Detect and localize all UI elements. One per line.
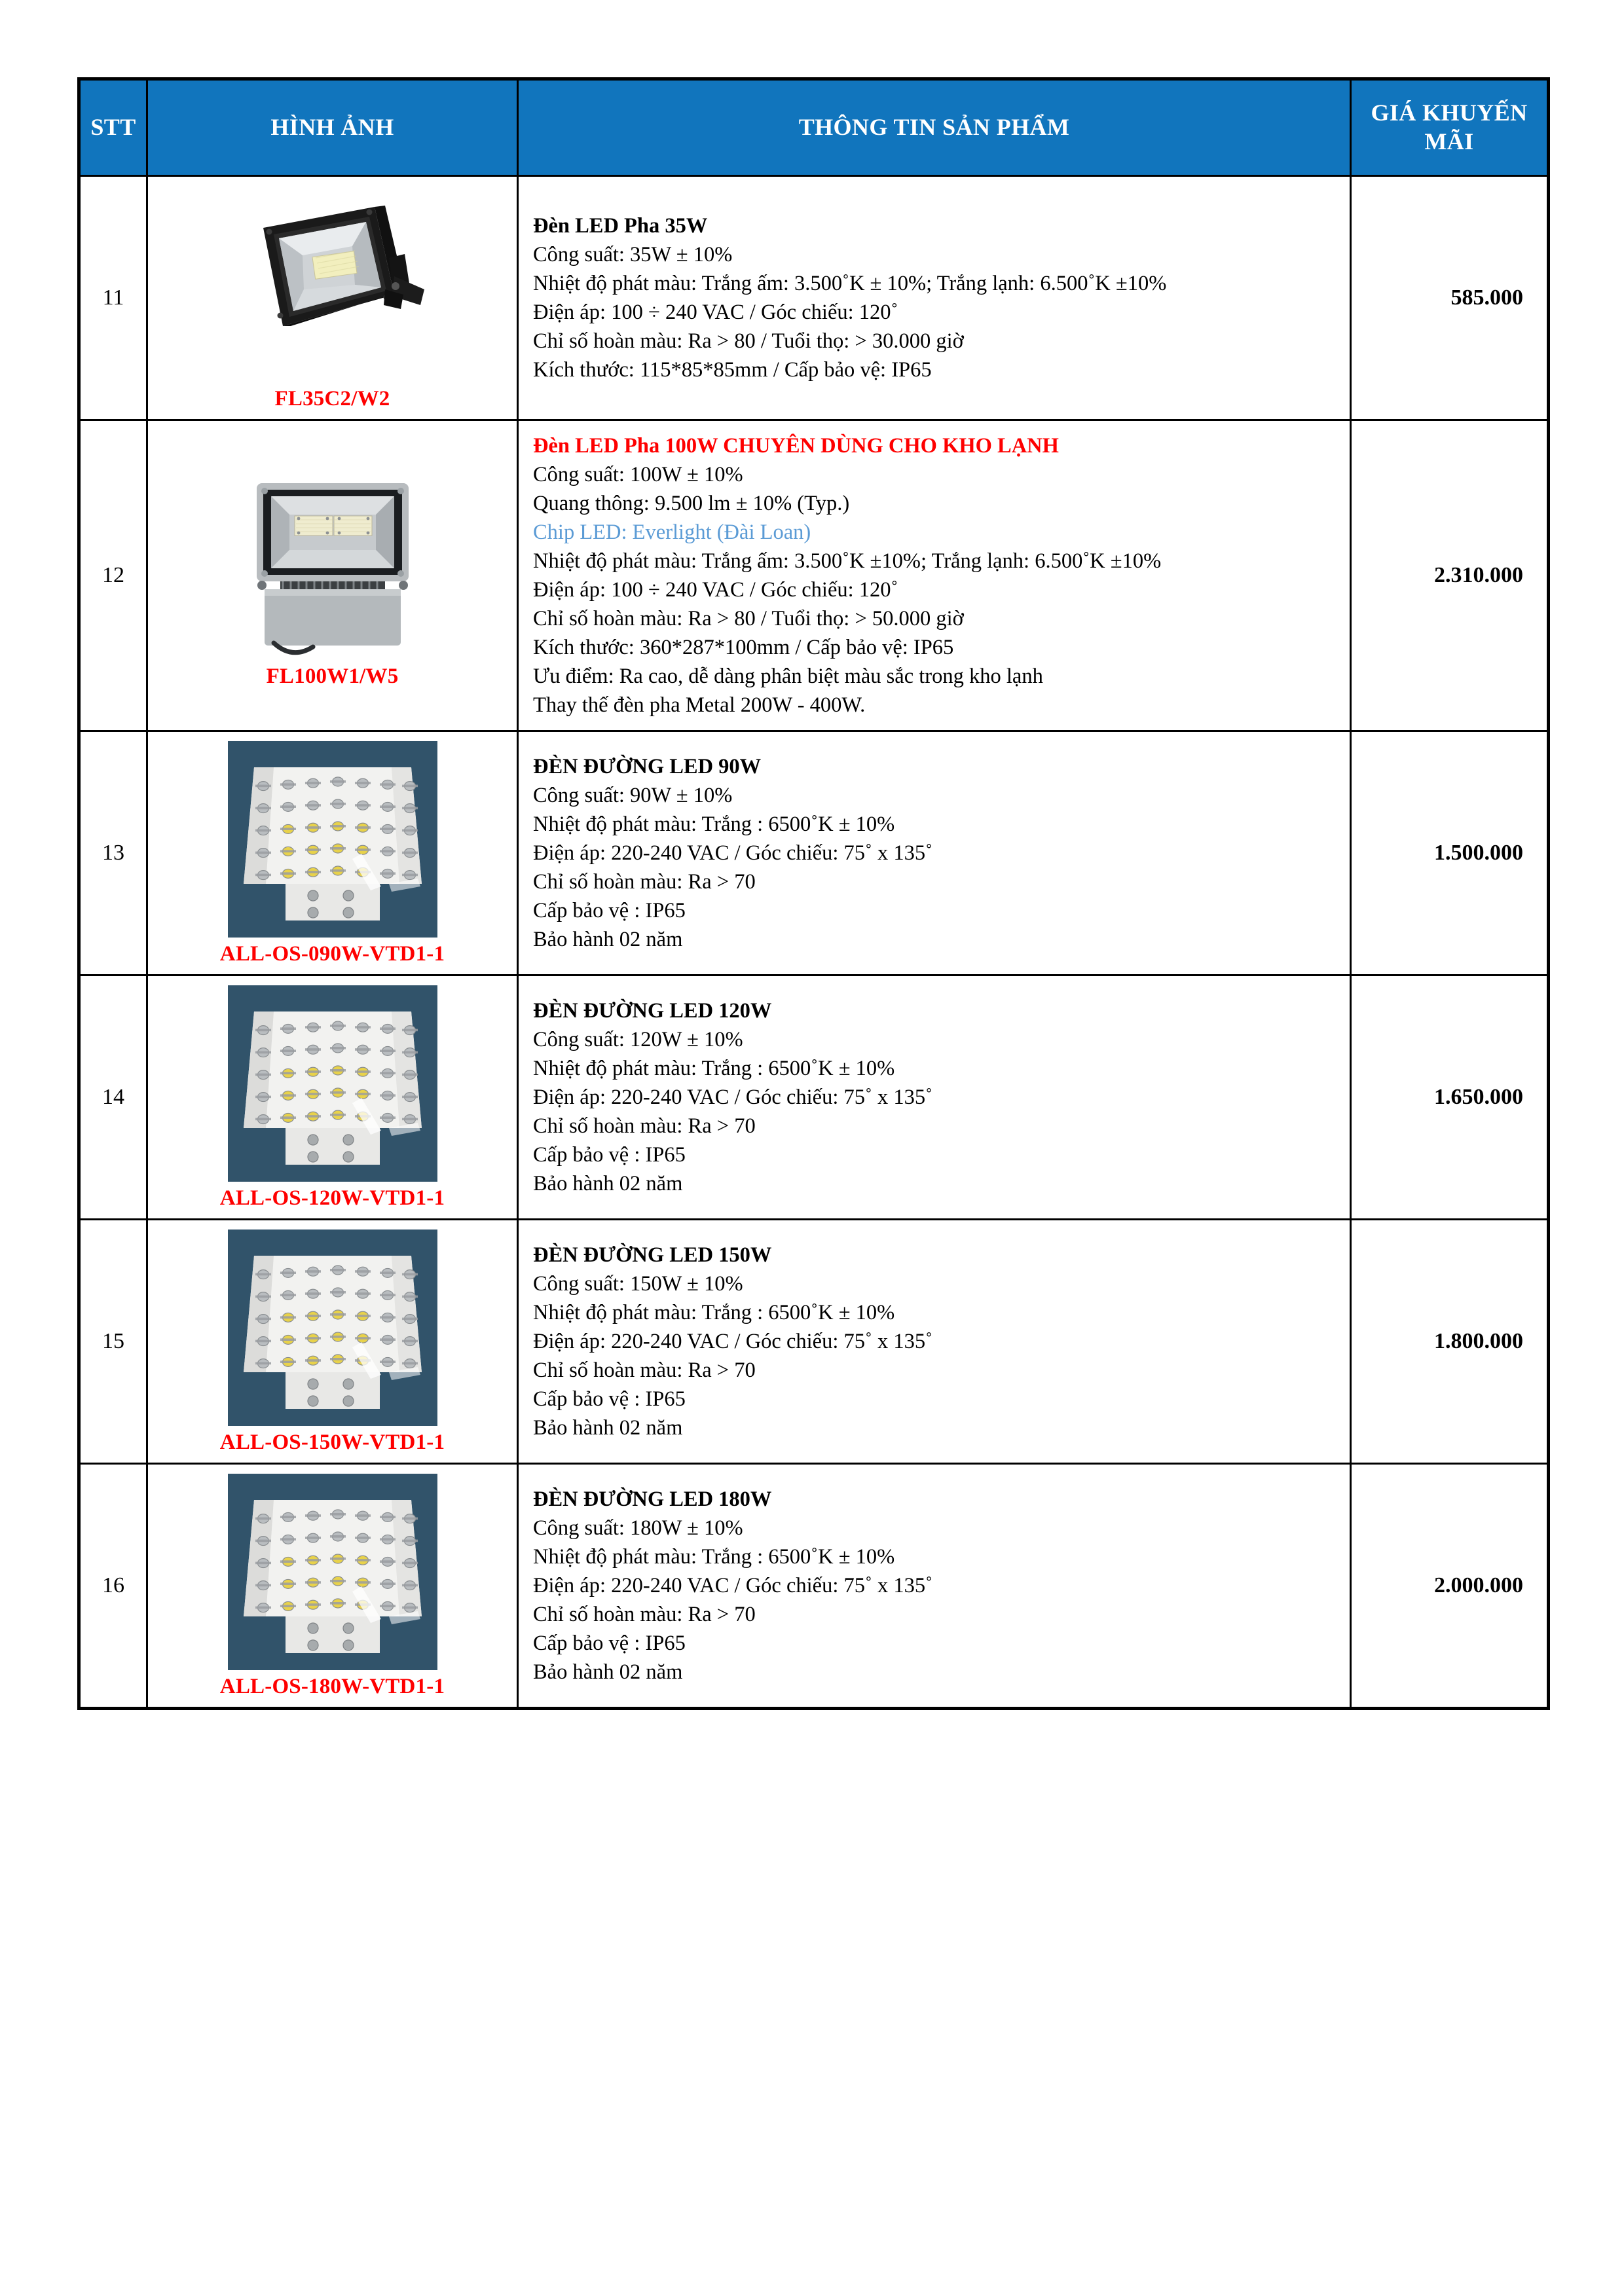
table-row (79, 731, 1549, 975)
product-spec-line: Điện áp: 220-240 VAC / Góc chiếu: 75˚ x 135˚ (533, 1330, 932, 1354)
product-spec-line: Chip LED: Everlight (Đài Loan) (533, 520, 811, 545)
product-code: ALL-OS-090W-VTD1-1 (219, 942, 445, 966)
cell-image (147, 1464, 518, 1709)
table-row (79, 1464, 1549, 1709)
cell-stt: 15 (79, 1220, 147, 1464)
product-spec-line: Quang thông: 9.500 lm ± 10% (Typ.) (533, 492, 850, 516)
product-spec-line: Chỉ số hoàn màu: Ra > 70 (533, 1114, 756, 1139)
product-image (155, 741, 510, 938)
product-spec-line: Bảo hành 02 năm (533, 1172, 683, 1196)
product-price-table (77, 77, 1550, 1710)
product-spec-line: Bảo hành 02 năm (533, 1660, 683, 1685)
product-spec-line: Cấp bảo vệ : IP65 (533, 1387, 686, 1412)
product-spec-line: Kích thước: 360*287*100mm / Cấp bảo vệ: IP65 (533, 636, 954, 660)
cell-image (147, 731, 518, 975)
product-spec-line: Ưu điểm: Ra cao, dễ dàng phân biệt màu sắc trong kho lạnh (533, 665, 1043, 689)
product-title: ĐÈN ĐƯỜNG LED 90W (533, 755, 762, 779)
product-code: FL100W1/W5 (266, 665, 399, 689)
product-spec-line: Công suất: 90W ± 10% (533, 784, 733, 808)
table-body (79, 176, 1549, 1709)
product-photo-street-light (228, 1230, 437, 1426)
cell-price: 1.800.000 (1351, 1220, 1549, 1464)
cell-stt: 14 (79, 975, 147, 1220)
cell-image (147, 420, 518, 731)
cell-info (518, 975, 1351, 1220)
product-spec-line: Điện áp: 220-240 VAC / Góc chiếu: 75˚ x 135˚ (533, 1085, 932, 1110)
cell-image (147, 1220, 518, 1464)
table-header (79, 79, 1549, 176)
cell-stt: 13 (79, 731, 147, 975)
product-spec-line: Chỉ số hoàn màu: Ra > 80 / Tuổi thọ: > 30.000 giờ (533, 329, 964, 354)
product-spec-block (533, 1485, 1340, 1686)
cell-info (518, 176, 1351, 420)
cell-stt: 12 (79, 420, 147, 731)
product-spec-line: Điện áp: 220-240 VAC / Góc chiếu: 75˚ x 135˚ (533, 1574, 932, 1598)
product-title: ĐÈN ĐƯỜNG LED 180W (533, 1487, 772, 1512)
product-spec-line: Công suất: 35W ± 10% (533, 242, 733, 266)
product-photo-black-floodlight (234, 186, 431, 382)
table-row (79, 176, 1549, 420)
column-header-price: GIÁ KHUYẾN MÃI (1351, 79, 1549, 176)
product-photo-street-light (228, 1474, 437, 1670)
product-code: ALL-OS-180W-VTD1-1 (219, 1675, 445, 1699)
product-spec-line: Cấp bảo vệ : IP65 (533, 1143, 686, 1167)
product-title: ĐÈN ĐƯỜNG LED 120W (533, 999, 772, 1023)
cell-price: 2.000.000 (1351, 1464, 1549, 1709)
product-spec-line: Nhiệt độ phát màu: Trắng : 6500˚K ± 10% (533, 1057, 895, 1081)
cell-price: 1.650.000 (1351, 975, 1549, 1220)
product-code: FL35C2/W2 (274, 387, 390, 410)
cell-info (518, 1220, 1351, 1464)
cell-info (518, 1464, 1351, 1709)
cell-price: 1.500.000 (1351, 731, 1549, 975)
product-image (155, 1474, 510, 1670)
product-spec-block (533, 996, 1340, 1198)
product-spec-line: Công suất: 150W ± 10% (533, 1272, 743, 1296)
product-spec-line: Công suất: 120W ± 10% (533, 1028, 743, 1052)
table-row (79, 420, 1549, 731)
table-row (79, 1220, 1549, 1464)
product-spec-line: Nhiệt độ phát màu: Trắng : 6500˚K ± 10% (533, 1301, 895, 1325)
product-spec-block (533, 752, 1340, 954)
product-image (155, 985, 510, 1182)
cell-stt: 16 (79, 1464, 147, 1709)
product-code: ALL-OS-120W-VTD1-1 (219, 1186, 445, 1211)
product-spec-line: Chỉ số hoàn màu: Ra > 70 (533, 1358, 756, 1383)
product-spec-block (533, 211, 1340, 384)
cell-image (147, 176, 518, 420)
cell-price: 2.310.000 (1351, 420, 1549, 731)
product-image (155, 1230, 510, 1426)
product-spec-line: Cấp bảo vệ : IP65 (533, 1631, 686, 1656)
cell-price: 585.000 (1351, 176, 1549, 420)
product-spec-line: Điện áp: 100 ÷ 240 VAC / Góc chiếu: 120˚ (533, 578, 898, 602)
cell-image (147, 975, 518, 1220)
product-code: ALL-OS-150W-VTD1-1 (219, 1430, 445, 1455)
product-spec-line: Nhiệt độ phát màu: Trắng : 6500˚K ± 10% (533, 812, 895, 837)
product-spec-block (533, 1241, 1340, 1442)
cell-info (518, 420, 1351, 731)
product-photo-street-light (228, 741, 437, 938)
product-spec-line: Nhiệt độ phát màu: Trắng : 6500˚K ± 10% (533, 1545, 895, 1569)
product-spec-line: Điện áp: 100 ÷ 240 VAC / Góc chiếu: 120˚ (533, 301, 898, 324)
product-title: Đèn LED Pha 100W CHUYÊN DÙNG CHO KHO LẠNH (533, 434, 1059, 458)
product-spec-line: Chỉ số hoàn màu: Ra > 70 (533, 1603, 756, 1627)
product-spec-line: Bảo hành 02 năm (533, 928, 683, 952)
product-spec-line: Nhiệt độ phát màu: Trắng ấm: 3.500˚K ± 10%; Trắng lạnh: 6.500˚K ±10% (533, 271, 1167, 295)
product-spec-line: Chỉ số hoàn màu: Ra > 70 (533, 870, 756, 894)
product-photo-grey-floodlight (234, 464, 431, 660)
product-image (155, 186, 510, 382)
product-title: Đèn LED Pha 35W (533, 213, 708, 238)
product-spec-line: Thay thế đèn pha Metal 200W - 400W. (533, 693, 866, 718)
header-row (79, 79, 1549, 176)
product-spec-block (533, 431, 1340, 720)
product-spec-line: Cấp bảo vệ : IP65 (533, 899, 686, 923)
product-title: ĐÈN ĐƯỜNG LED 150W (533, 1243, 772, 1267)
column-header-info: THÔNG TIN SẢN PHẨM (518, 79, 1351, 176)
column-header-stt: STT (79, 79, 147, 176)
product-spec-line: Điện áp: 220-240 VAC / Góc chiếu: 75˚ x 135˚ (533, 841, 932, 866)
product-spec-line: Nhiệt độ phát màu: Trắng ấm: 3.500˚K ±10%; Trắng lạnh: 6.500˚K ±10% (533, 549, 1162, 574)
product-image (155, 464, 510, 660)
product-spec-line: Chỉ số hoàn màu: Ra > 80 / Tuổi thọ: > 50.000 giờ (533, 607, 964, 631)
product-spec-line: Kích thước: 115*85*85mm / Cấp bảo vệ: IP65 (533, 358, 932, 382)
product-spec-line: Bảo hành 02 năm (533, 1416, 683, 1440)
table-row (79, 975, 1549, 1220)
product-photo-street-light (228, 985, 437, 1182)
column-header-image: HÌNH ẢNH (147, 79, 518, 176)
cell-stt: 11 (79, 176, 147, 420)
product-spec-line: Công suất: 180W ± 10% (533, 1516, 743, 1540)
product-spec-line: Công suất: 100W ± 10% (533, 463, 743, 487)
cell-info (518, 731, 1351, 975)
